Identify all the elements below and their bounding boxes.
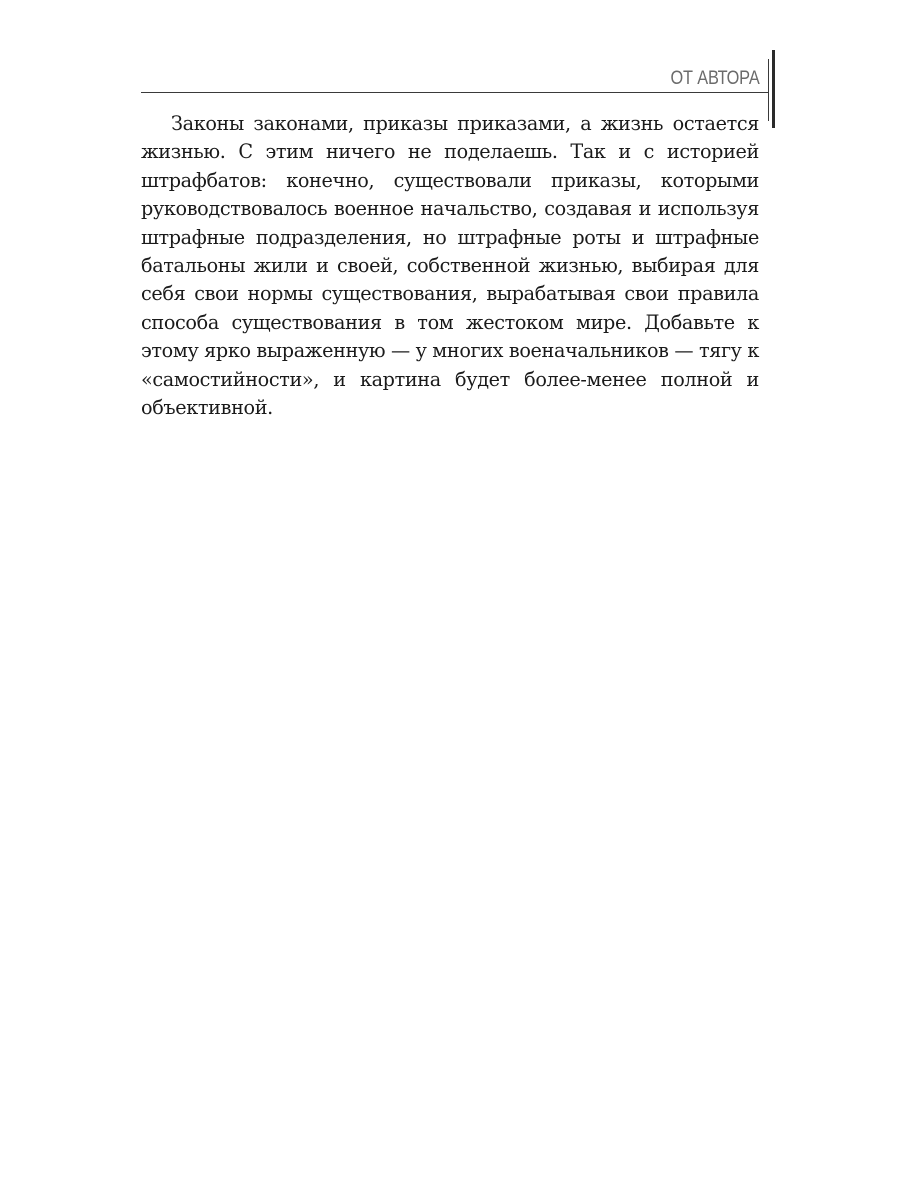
body-paragraph: Законы законами, приказы приказами, а жизнь остается жизнью. С этим ничего не поделаешь. Так и с историей штрафбатов: конечно, существовали приказы, которыми руководствовалось военное начальство, создавая и используя штрафные подразделения, но штрафные роты и штрафные батальоны жили и своей, собственной жизнью, выбирая для себя свои нормы существования, вырабатывая свои правила способа существования в том жестоком мире. Добавьте к этому ярко выраженную — у многих военачальников — тягу к «самостийности», и картина будет более-менее полной и объективной. [141,112,759,420]
header-vertical-thick-bar [772,50,775,128]
running-head-title: ОТ АВТОРА [670,68,760,89]
header-vertical-thin-bar [768,59,769,121]
header-rule [141,92,768,93]
